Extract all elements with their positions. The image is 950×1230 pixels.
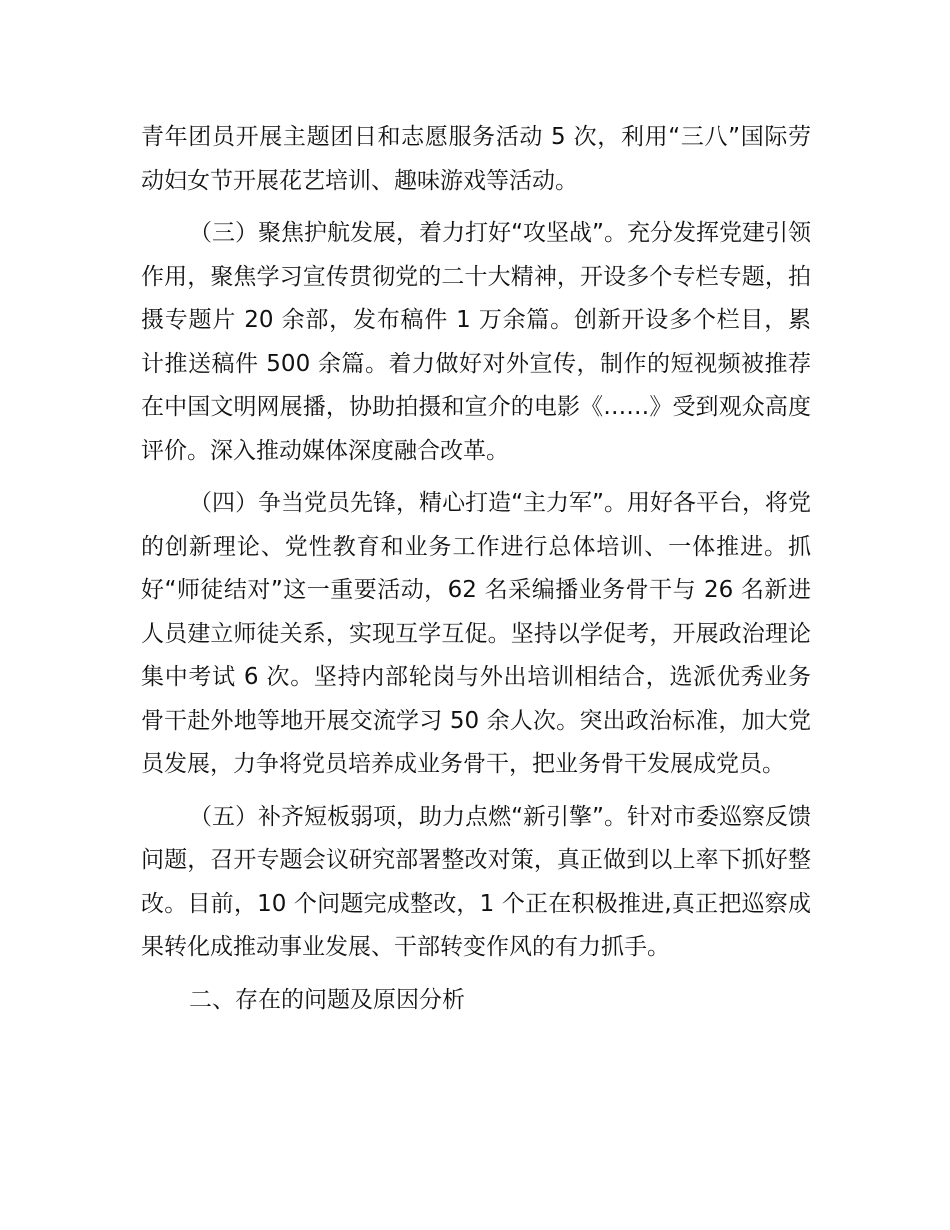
paragraph-section-three: （三）聚焦护航发展，着力打好“攻坚战”。充分发挥党建引领作用，聚焦学习宣传贯彻党的二十大精神，开设多个专栏专题，拍摄专题片 20 余部，发布稿件 1 万余篇。创新开设多个栏目，累计推送稿件 500 余篇。着力做好对外宣传，制作的短视频被推荐在中国文明网展播，协助拍摄和宣介的电影《……》受到观众高度评价。深入推动媒体深度融合改革。 xyxy=(141,220,811,464)
paragraph-section-four: （四）争当党员先锋，精心打造“主力军”。用好各平台，将党的创新理论、党性教育和业务工作进行总体培训、一体推进。抓好“师徒结对”这一重要活动，62 名采编播业务骨干与 26 名新进人员建立师徒关系，实现互学互促。坚持以学促考，开展政治理论集中考试 6 次。坚持内部轮岗与外出培训相结合，选派优秀业务骨干赴外地等地开展交流学习 50 余人次。突出政治标准，加大党员发展，力争将党员培养成业务骨干，把业务骨干发展成党员。 xyxy=(141,490,811,777)
section-heading-problems: 二、存在的问题及原因分析 xyxy=(189,986,465,1013)
paragraph-continuation: 青年团员开展主题团日和志愿服务活动 5 次，利用“三八”国际劳动妇女节开展花艺培训、趣味游戏等活动。 xyxy=(141,124,811,194)
document-body xyxy=(141,116,811,1022)
paragraph-section-five: （五）补齐短板弱项，助力点燃“新引擎”。针对市委巡察反馈问题，召开专题会议研究部署整改对策，真正做到以上率下抓好整改。目前，10 个问题完成整改，1 个正在积极推进,真正把巡察成果转化成推动事业发展、干部转变作风的有力抓手。 xyxy=(141,803,811,960)
